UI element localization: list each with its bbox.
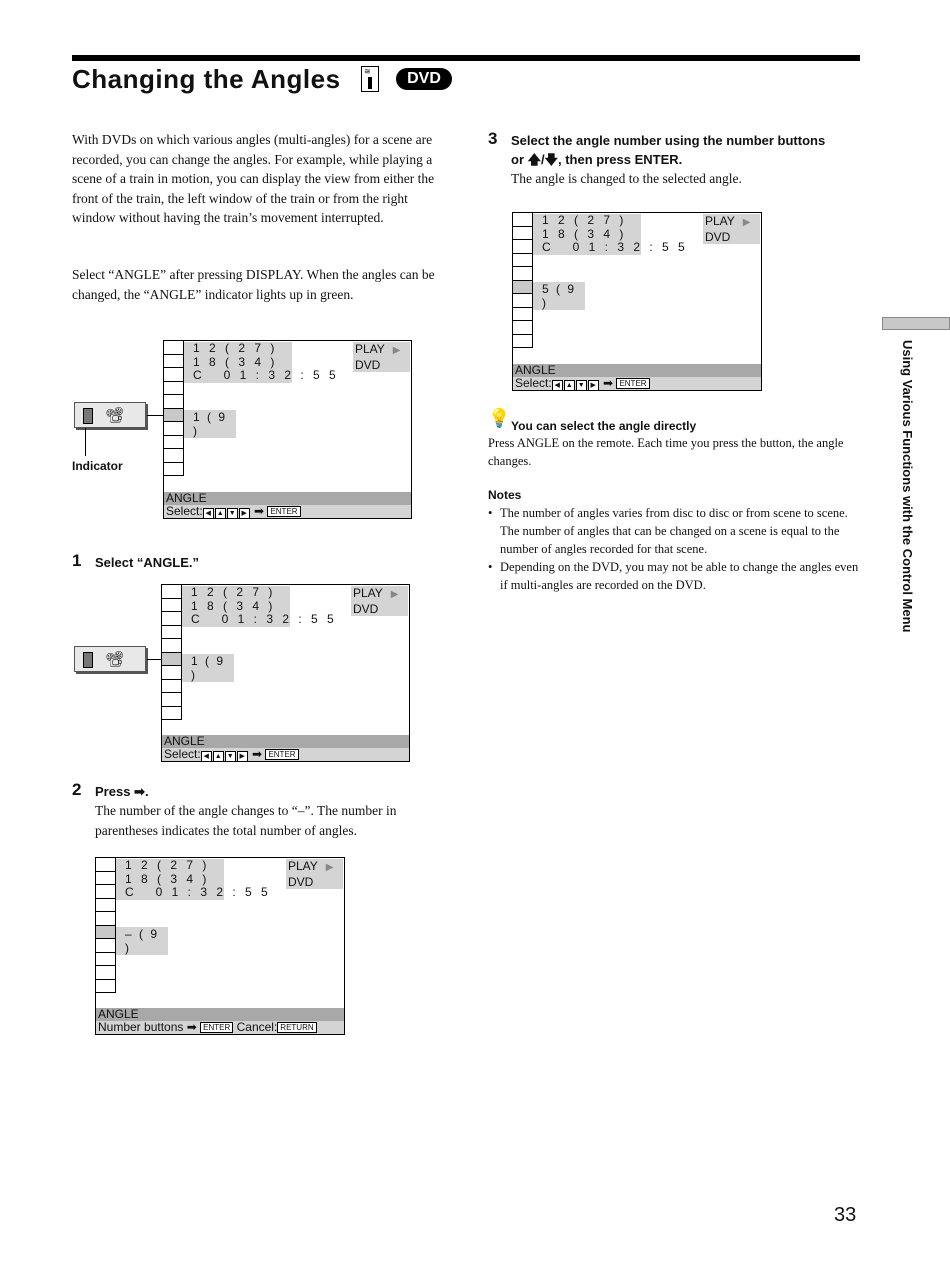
tip-body: Press ANGLE on the remote. Each time you press the button, the angle changes. xyxy=(488,436,844,468)
section-side-title: Using Various Functions with the Control Menu xyxy=(900,340,915,633)
osd-number-bar: Number buttons ➡ ENTER Cancel: RETURN xyxy=(96,1021,344,1034)
note-item: • Depending on the DVD, you may not be able to change the angles even if multi-angles are recorded on the DVD. xyxy=(488,558,860,594)
osd-icon-column xyxy=(96,858,116,993)
step1-title: Select “ANGLE.” xyxy=(95,555,200,570)
page-title: Changing the Angles xyxy=(72,64,341,94)
down-arrow-icon: 🡇 xyxy=(544,152,558,167)
angle-indicator-icon-2: 📽 xyxy=(74,646,146,672)
step2-number: 2 xyxy=(72,780,82,799)
osd-play-status: PLAY ▶ DVD xyxy=(353,342,410,372)
osd-info: 1 2 ( 2 7 ) 1 8 ( 3 4 ) C 0 1 : 3 2 : 5 5 xyxy=(182,586,290,627)
osd-angle-value: – ( 9 ) xyxy=(116,927,168,955)
up-arrow-key-icon: ▲ xyxy=(215,508,226,519)
osd-play-status: PLAY ▶ DVD xyxy=(286,859,343,889)
up-arrow-icon: 🡅 xyxy=(527,152,541,167)
osd-select-bar: Select: ◀ ▲ ▼ ▶ ➡ ENTER xyxy=(513,377,761,390)
right-arrow-key-icon: ▶ xyxy=(239,508,250,519)
osd-select-bar: Select: ◀ ▲ ▼ ▶ ➡ ENTER xyxy=(164,505,411,518)
osd-info: 1 2 ( 2 7 ) 1 8 ( 3 4 ) C 0 1 : 3 2 : 5 5 xyxy=(184,342,292,383)
arrow-right-icon: ➡ xyxy=(134,784,145,799)
down-arrow-key-icon: ▼ xyxy=(576,380,587,391)
osd-info: 1 2 ( 2 7 ) 1 8 ( 3 4 ) C 0 1 : 3 2 : 5 5 xyxy=(533,214,641,255)
arrow-right-icon: ➡ xyxy=(186,1020,197,1034)
osd-icon-column xyxy=(164,341,184,476)
osd-icon-column xyxy=(513,213,533,348)
down-arrow-key-icon: ▼ xyxy=(227,508,238,519)
step2-title: Press ➡. xyxy=(95,784,149,799)
arrow-right-icon: ➡ xyxy=(252,747,263,761)
osd-angle-label: ANGLE xyxy=(162,735,409,748)
osd-screen-step3 xyxy=(512,212,762,391)
osd-icon-column xyxy=(162,585,182,720)
up-arrow-key-icon: ▲ xyxy=(564,380,575,391)
osd-info: 1 2 ( 2 7 ) 1 8 ( 3 4 ) C 0 1 : 3 2 : 5 5 xyxy=(116,859,224,900)
select-paragraph: Select “ANGLE” after pressing DISPLAY. When the angles can be changed, the “ANGLE” indicator lights up in green. xyxy=(72,267,435,302)
osd-play-status: PLAY ▶ DVD xyxy=(351,586,408,616)
indicator-label: Indicator xyxy=(72,459,123,473)
osd-angle-label: ANGLE xyxy=(164,492,411,505)
play-icon: ▶ xyxy=(742,217,751,228)
notes-list xyxy=(488,504,860,594)
osd-angle-value: 5 ( 9 ) xyxy=(533,282,585,310)
note-item: • The number of angles varies from disc to disc or from scene to scene. The number of angles that can be changed on a scene is equal to the number of angles recorded for that scene. xyxy=(488,504,860,558)
left-arrow-key-icon: ◀ xyxy=(201,751,212,762)
osd-angle-value: 1 ( 9 ) xyxy=(182,654,234,682)
osd-angle-label: ANGLE xyxy=(513,364,761,377)
arrow-right-icon: ➡ xyxy=(603,376,614,390)
step3-number: 3 xyxy=(488,129,498,148)
osd-screen-indicator xyxy=(163,340,412,519)
osd-screen-step2 xyxy=(95,857,345,1035)
osd-angle-label: ANGLE xyxy=(96,1008,344,1021)
play-icon: ▶ xyxy=(392,345,401,356)
left-arrow-key-icon: ◀ xyxy=(203,508,214,519)
right-arrow-key-icon: ▶ xyxy=(237,751,248,762)
up-arrow-key-icon: ▲ xyxy=(213,751,224,762)
top-rule xyxy=(72,55,860,61)
osd-select-bar: Select: ◀ ▲ ▼ ▶ ➡ ENTER xyxy=(162,748,409,761)
step3-body: The angle is changed to the selected angle. xyxy=(511,171,742,186)
indicator-leader-line xyxy=(85,428,86,456)
page-number: 33 xyxy=(834,1204,857,1226)
arrow-right-icon: ➡ xyxy=(254,504,265,518)
section-tab-marker xyxy=(882,317,950,330)
left-arrow-key-icon: ◀ xyxy=(552,380,563,391)
down-arrow-key-icon: ▼ xyxy=(225,751,236,762)
right-arrow-key-icon: ▶ xyxy=(588,380,599,391)
step2-body: The number of the angle changes to “–”. The number in parentheses indicates the total number of angles. xyxy=(95,803,397,838)
step3-title: Select the angle number using the number buttons or 🡅/🡇, then press ENTER. xyxy=(511,133,826,167)
step1-number: 1 xyxy=(72,551,82,570)
remote-icon: ≋ xyxy=(361,66,379,92)
intro-paragraph: With DVDs on which various angles (multi-angles) for a scene are recorded, you can change the angles. For example, while playing a scene of a train in motion, you can display the view from either the front of the train, the left window of the train or from the right window without having the train’s movement interrupted. xyxy=(72,132,435,225)
play-icon: ▶ xyxy=(325,862,334,873)
osd-angle-value: 1 ( 9 ) xyxy=(184,410,236,438)
tip-title: You can select the angle directly xyxy=(511,419,697,433)
notes-heading: Notes xyxy=(488,488,522,502)
angle-indicator-icon: 📽 xyxy=(74,402,146,428)
dvd-badge: DVD xyxy=(396,68,452,90)
lightbulb-icon: 💡 xyxy=(488,408,511,429)
osd-screen-step1 xyxy=(161,584,410,762)
play-icon: ▶ xyxy=(390,589,399,600)
osd-play-status: PLAY ▶ DVD xyxy=(703,214,760,244)
